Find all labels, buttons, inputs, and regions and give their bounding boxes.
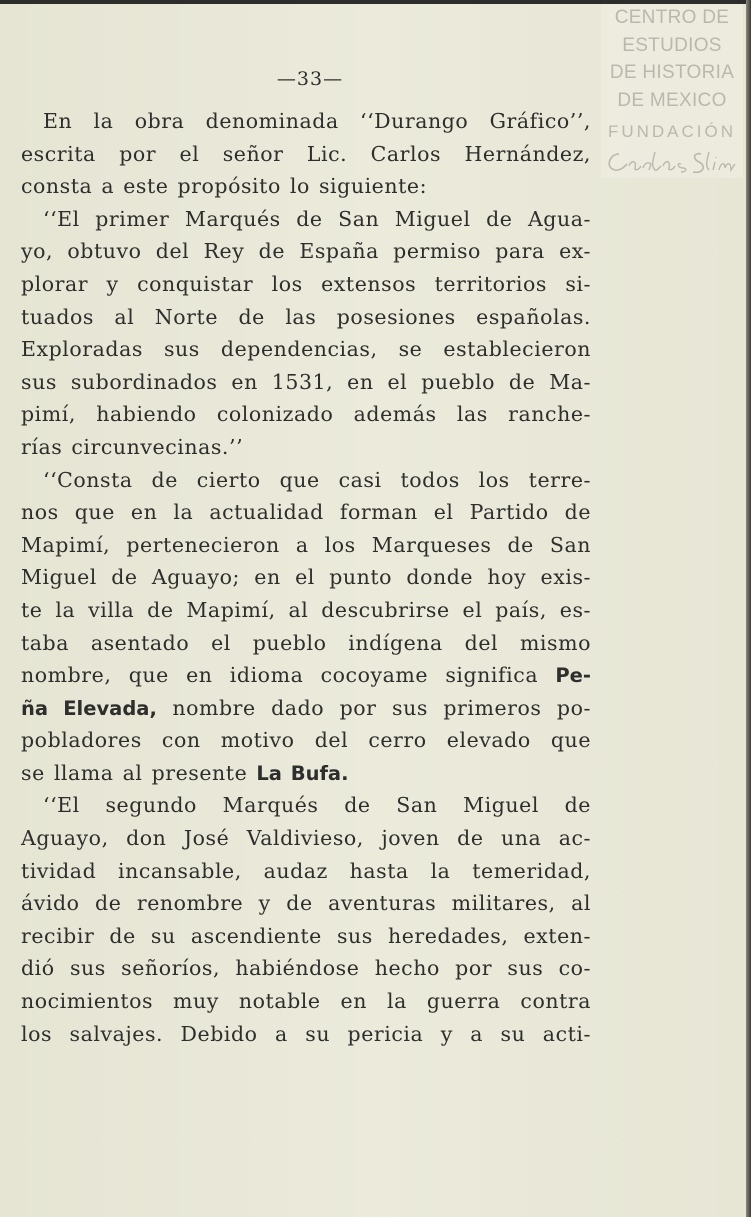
text-line xyxy=(21,496,591,529)
body-text xyxy=(21,105,591,1050)
text-line xyxy=(21,431,591,464)
text-line xyxy=(21,464,591,497)
text-line xyxy=(21,920,591,953)
text-line xyxy=(21,105,591,138)
text-line xyxy=(21,138,591,171)
text-line xyxy=(21,398,591,431)
text-line xyxy=(21,855,591,888)
text-line xyxy=(21,333,591,366)
watermark-line: CENTRO DE xyxy=(614,7,730,28)
line-text: nombre, que en idioma cocoyame significa xyxy=(21,663,556,688)
text-line xyxy=(21,822,591,855)
line-text: escrita por el señor Lic. Carlos Hernández, xyxy=(21,141,591,166)
page-right-edge xyxy=(746,0,751,1217)
text-line xyxy=(21,235,591,268)
line-text: Mapimí, pertenecieron a los Marqueses de San xyxy=(21,532,591,557)
line-text: En la obra denominada ‘‘Durango Gráfico’’, xyxy=(43,109,591,133)
line-text: rías circunvecinas.’’ xyxy=(21,434,244,459)
text-line xyxy=(21,529,591,562)
page-number: —33— xyxy=(276,68,344,90)
watermark-line: ESTUDIOS xyxy=(622,34,722,56)
line-text: tividad incansable, audaz hasta la temeridad, xyxy=(21,858,591,883)
text-line xyxy=(21,692,591,725)
line-text: consta a este propósito lo siguiente: xyxy=(21,174,428,199)
line-text: yo, obtuvo del Rey de España permiso para ex- xyxy=(21,239,591,264)
archive-watermark xyxy=(601,4,743,178)
line-text: taba asentado el pueblo indígena del mismo xyxy=(21,630,591,655)
bold-term: La Bufa. xyxy=(256,761,349,785)
watermark-line: DE MEXICO xyxy=(617,89,727,111)
line-text: recibir de su ascendiente sus heredades, exten- xyxy=(21,923,591,948)
line-text: Exploradas sus dependencias, se establecieron xyxy=(21,337,591,362)
text-line xyxy=(21,561,591,594)
text-line xyxy=(21,985,591,1018)
line-text: nombre dado por sus primeros po- xyxy=(156,695,591,720)
line-text: dió sus señoríos, habiéndose hecho por sus co- xyxy=(21,956,591,981)
text-line xyxy=(21,757,591,790)
text-line xyxy=(21,952,591,985)
line-text: sus subordinados en 1531, en el pueblo de Ma- xyxy=(21,369,591,394)
line-text: ‘‘Consta de cierto que casi todos los terre- xyxy=(43,467,591,492)
text-line xyxy=(21,170,591,203)
line-text: nos que en la actualidad forman el Partido de xyxy=(21,500,591,525)
text-line xyxy=(21,659,591,692)
bold-term: ña Elevada, xyxy=(21,696,157,720)
line-text: pimí, habiendo colonizado además las ranche- xyxy=(21,402,591,427)
watermark-signature-icon xyxy=(601,148,743,178)
line-text: ávido de renombre y de aventuras militares, al xyxy=(21,891,591,916)
line-text: ‘‘El segundo Marqués de San Miguel de xyxy=(43,793,591,818)
text-line xyxy=(21,594,591,627)
line-text: tuados al Norte de las posesiones españolas. xyxy=(21,304,591,329)
watermark-line: DE HISTORIA xyxy=(609,62,735,83)
line-text: te la villa de Mapimí, al descubrirse el país, es- xyxy=(21,597,591,622)
text-line xyxy=(21,724,591,757)
text-line xyxy=(21,366,591,399)
line-text: se llama al presente xyxy=(21,760,257,785)
text-line xyxy=(21,627,591,660)
line-text: plorar y conquistar los extensos territorios si- xyxy=(21,271,591,296)
text-line xyxy=(21,268,591,301)
text-line xyxy=(21,203,591,236)
line-text: pobladores con motivo del cerro elevado que xyxy=(21,728,591,753)
watermark-foundation: FUNDACIÓN xyxy=(607,122,737,141)
line-text: Miguel de Aguayo; en el punto donde hoy exis- xyxy=(21,565,591,590)
text-line xyxy=(21,301,591,334)
text-line xyxy=(21,1018,591,1051)
line-text: los salvajes. Debido a su pericia y a su acti- xyxy=(21,1021,591,1046)
line-text: ‘‘El primer Marqués de San Miguel de Agua- xyxy=(43,206,591,231)
line-text: Aguayo, don José Valdivieso, joven de una ac- xyxy=(21,826,591,851)
bold-term: Pe- xyxy=(555,664,591,688)
text-line xyxy=(21,887,591,920)
line-text: nocimientos muy notable en la guerra contra xyxy=(21,989,591,1014)
text-line xyxy=(21,789,591,822)
